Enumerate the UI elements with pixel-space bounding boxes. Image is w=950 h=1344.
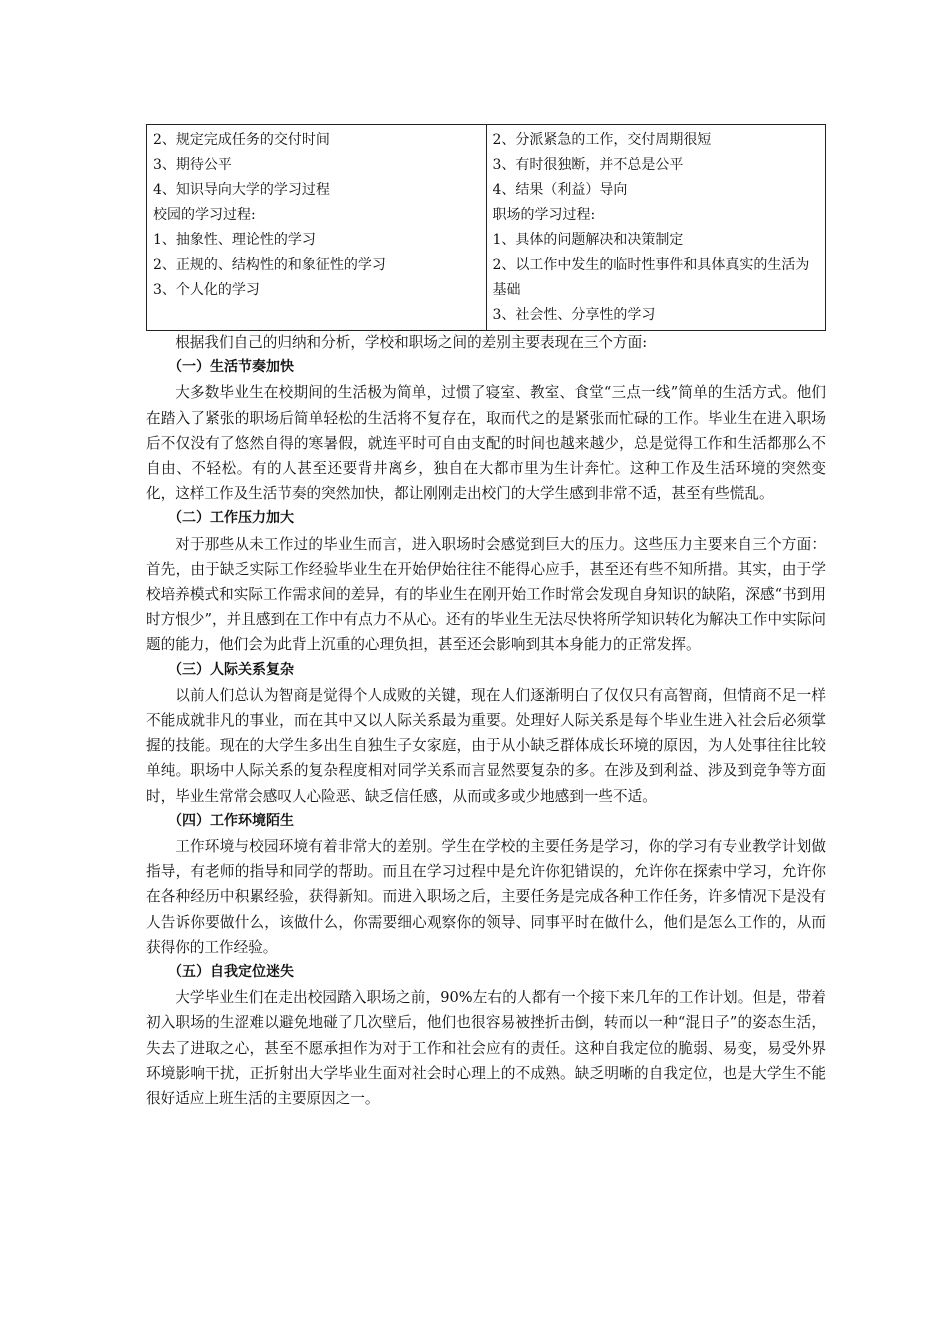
table-cell-line: 4、结果（利益）导向 <box>492 182 628 198</box>
section-paragraph: 大多数毕业生在校期间的生活极为简单，过惯了寝室、教室、食堂“三点一线”简单的生活方式。他们在踏入了紧张的职场后简单轻松的生活将不复存在，取而代之的是紧张而忙碌的工作。毕业生在进入职场后不仅没有了悠然自得的寒暑假，就连平时可自由支配的时间也越来越少，总是觉得工作和生活都那么不自由、不轻松。有的人甚至还要背井离乡，独自在大都市里为生计奔忙。这种工作及生活环境的突然变化，这样工作及生活节奏的突然加快，都让刚刚走出校门的大学生感到非常不适，甚至有些慌乱。 <box>146 384 826 503</box>
table-cell-line: 1、抽象性、理论性的学习 <box>153 232 316 248</box>
section-paragraph: 以前人们总认为智商是觉得个人成败的关键，现在人们逐渐明白了仅仅只有高智商，但情商不足一样不能成就非凡的事业，而在其中又以人际关系最为重要。处理好人际关系是每个毕业生进入社会后必须掌握的技能。现在的大学生多出生自独生子女家庭，由于从小缺乏群体成长环境的原因，为人处事往往比较单纯。职场中人际关系的复杂程度相对同学关系而言显然要复杂的多。在涉及到利益、涉及到竞争等方面时，毕业生常常会感叹人心险恶、缺乏信任感，从而或多或少地感到一些不适。 <box>146 686 826 805</box>
table-cell-line: 2、分派紧急的工作，交付周期很短 <box>492 132 712 148</box>
section-paragraph: 工作环境与校园环境有着非常大的差别。学生在学校的主要任务是学习，你的学习有专业教学计划做指导，有老师的指导和同学的帮助。而且在学习过程中是允许你犯错误的，允许你在探索中学习，允许你在各种经历中积累经验，获得新知。而进入职场之后，主要任务是完成各种工作任务，许多情况下是没有人告诉你要做什么，该做什么，你需要细心观察你的领导、同事平时在做什么，他们是怎么工作的，从而获得你的工作经验。 <box>146 838 826 956</box>
workplace-column <box>486 125 826 331</box>
table-cell-line: 校园的学习过程: <box>153 207 256 223</box>
section-paragraph: 大学毕业生们在走出校园踏入职场之前，90%左右的人都有一个接下来几年的工作计划。但是，带着初入职场的生涩难以避免地碰了几次壁后，他们也很容易被挫折击倒，转而以一种“混日子”的姿态生活，失去了进取之心，甚至不愿承担作为对于工作和社会应有的责任。这种自我定位的脆弱、易变，易受外界环境影响干扰，正折射出大学毕业生面对社会时心理上的不成熟。缺乏明晰的自我定位，也是大学生不能很好适应上班生活的主要原因之一。 <box>146 989 826 1108</box>
campus-column <box>147 125 487 331</box>
table-cell-line: 2、规定完成任务的交付时间 <box>153 132 330 148</box>
table-cell-line: 3、社会性、分享性的学习 <box>492 307 656 323</box>
table-cell-line: 3、有时很独断，并不总是公平 <box>492 157 684 173</box>
table-cell-line: 1、具体的问题解决和决策制定 <box>492 232 684 248</box>
section-heading: （一）生活节奏加快 <box>168 359 294 376</box>
table-cell-line: 2、以工作中发生的临时性事件和具体真实的生活为基础 <box>492 257 810 298</box>
intro-paragraph: 根据我们自己的归纳和分析，学校和职场之间的差别主要表现在三个方面: <box>175 334 648 351</box>
table-cell-line: 职场的学习过程: <box>492 207 596 223</box>
section-heading: （五）自我定位迷失 <box>168 964 294 981</box>
table-cell-line: 2、正规的、结构性的和象征性的学习 <box>153 257 386 273</box>
table-cell-line: 3、期待公平 <box>153 157 232 173</box>
document-body <box>146 330 826 1111</box>
comparison-table <box>146 124 826 331</box>
section-heading: （二）工作压力加大 <box>168 510 294 527</box>
table-cell-line: 3、个人化的学习 <box>153 282 260 298</box>
section-heading: （四）工作环境陌生 <box>168 812 294 829</box>
section-heading: （三）人际关系复杂 <box>168 661 294 678</box>
section-paragraph: 对于那些从未工作过的毕业生而言，进入职场时会感觉到巨大的压力。这些压力主要来自三个方面：首先，由于缺乏实际工作经验毕业生在开始伊始往往不能得心应手，甚至还有些不知所措。其实，由于学校培养模式和实际工作需求间的差异，有的毕业生在刚开始工作时常会发现自身知识的缺陷，深感“书到用时方恨少”，并且感到在工作中有点力不从心。还有的毕业生无法尽快将所学知识转化为解决工作中实际问题的能力，他们会为此背上沉重的心理负担，甚至还会影响到其本身能力的正常发挥。 <box>146 535 826 654</box>
table-cell-line: 4、知识导向大学的学习过程 <box>153 182 330 198</box>
table-row <box>147 125 826 331</box>
